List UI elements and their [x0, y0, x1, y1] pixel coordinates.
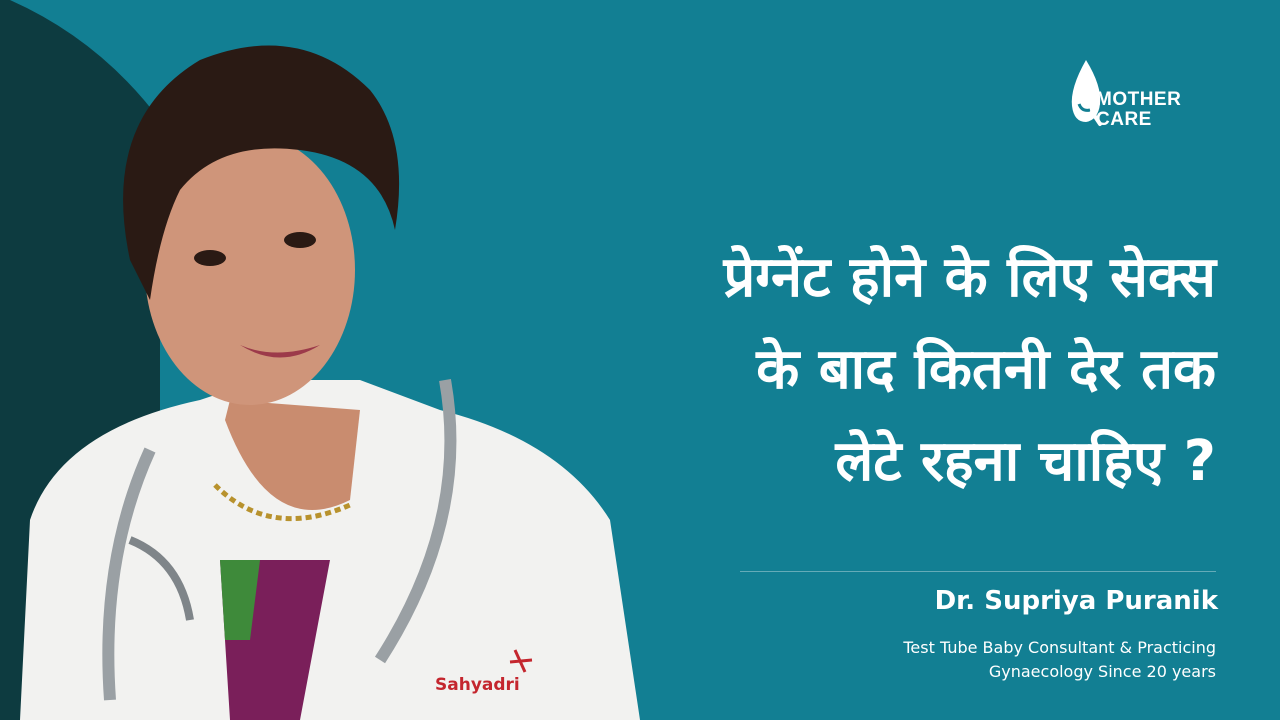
headline [416, 232, 1216, 508]
doctor-title [796, 636, 1216, 684]
logo-line-2: CARE [1096, 109, 1152, 130]
logo-text [1096, 90, 1181, 130]
headline-line-1: प्रेग्नेंट होने के लिए सेक्स [723, 245, 1216, 310]
doctor-name: Dr. Supriya Puranik [934, 586, 1218, 616]
coat-badge: Sahyadri [435, 675, 520, 695]
divider [740, 571, 1216, 572]
doctor-title-line-1: Test Tube Baby Consultant & Practicing [903, 638, 1216, 657]
mother-care-logo [1066, 58, 1226, 138]
headline-line-3: लेटे रहना चाहिए ? [835, 429, 1216, 494]
logo-line-1: MOTHER [1096, 89, 1182, 110]
doctor-title-line-2: Gynaecology Since 20 years [988, 662, 1216, 681]
headline-line-2: के बाद कितनी देर तक [756, 337, 1216, 402]
